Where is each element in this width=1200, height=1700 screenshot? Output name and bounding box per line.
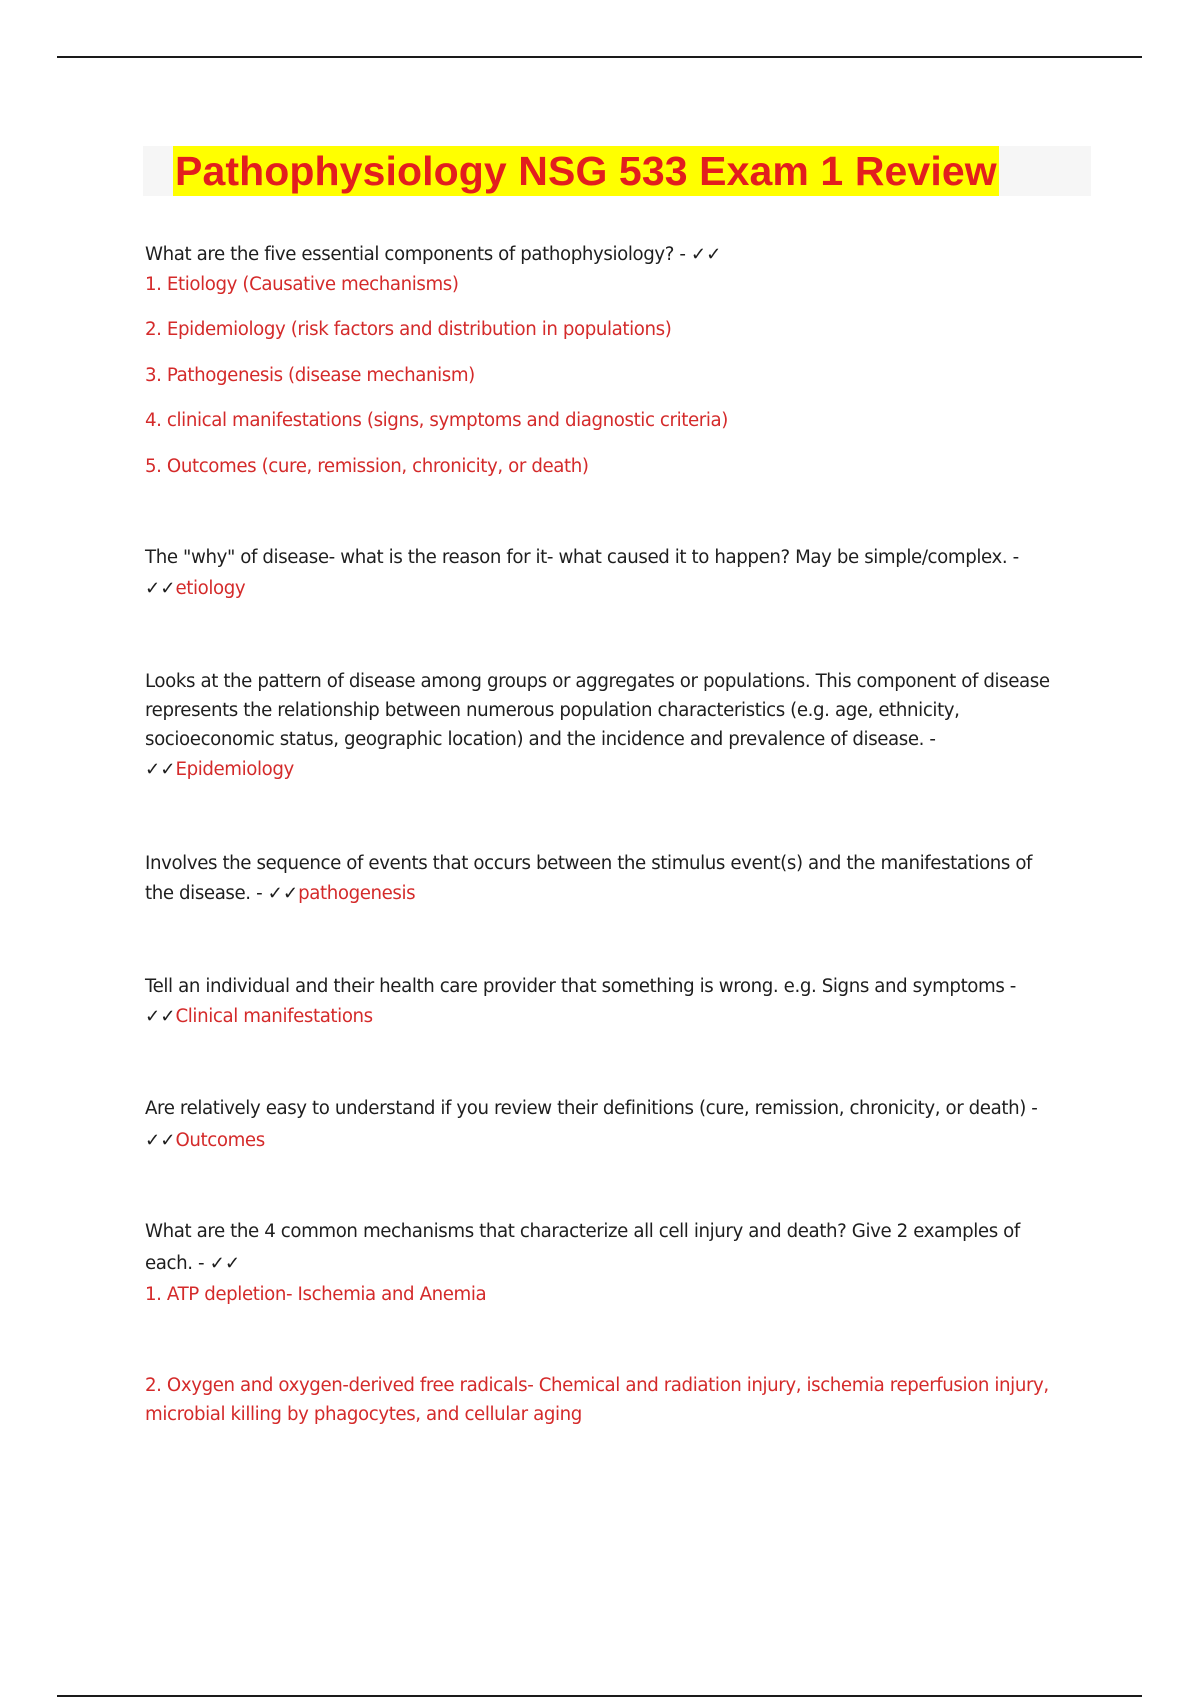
double-check-icon: ✓✓ [145,1130,176,1151]
double-check-icon: ✓✓ [145,1006,176,1027]
question-line: represents the relationship between numerous population characteristics (e.g. age, ethnicity, [145,700,960,721]
question-line: socioeconomic status, geographic location) and the incidence and prevalence of disease. - [145,729,936,750]
answer-line: ✓✓Outcomes [145,1130,265,1151]
answer-line: 1. ATP depletion- Ischemia and Anemia [145,1284,487,1305]
question-line: Involves the sequence of events that occurs between the stimulus event(s) and the manifestations of [145,853,1033,874]
answer-line: 2. Epidemiology (risk factors and distribution in populations) [145,319,672,340]
question-line: What are the 4 common mechanisms that characterize all cell injury and death? Give 2 examples of [145,1221,1020,1242]
answer-line: ✓✓etiology [145,578,246,599]
page-title: Pathophysiology NSG 533 Exam 1 Review [175,148,997,194]
bottom-rule [57,1695,1142,1697]
question-line: Tell an individual and their health care provider that something is wrong. e.g. Signs and symptoms - [145,976,1016,997]
top-rule [57,56,1142,58]
answer-line: ✓✓Clinical manifestations [145,1006,373,1027]
answer-line: 3. Pathogenesis (disease mechanism) [145,365,475,386]
question-line: the disease. - ✓✓pathogenesis [145,883,416,904]
double-check-icon: ✓✓ [690,244,722,265]
answer-line: 4. clinical manifestations (signs, symptoms and diagnostic criteria) [145,410,728,431]
double-check-icon: ✓✓ [145,759,176,780]
answer-line: 1. Etiology (Causative mechanisms) [145,274,459,295]
answer-line: microbial killing by phagocytes, and cellular aging [145,1404,582,1425]
question-line: each. - ✓✓ [145,1253,241,1274]
double-check-icon: ✓✓ [145,578,176,599]
question-line: Are relatively easy to understand if you review their definitions (cure, remission, chronicity, or death) - [145,1098,1038,1119]
question-line: Looks at the pattern of disease among groups or aggregates or populations. This component of disease [145,671,1050,692]
question-line: The "why" of disease- what is the reason for it- what caused it to happen? May be simple/complex. - [145,547,1019,568]
answer-line: 2. Oxygen and oxygen-derived free radicals- Chemical and radiation injury, ischemia reperfusion injury, [145,1375,1049,1396]
double-check-icon: ✓✓ [267,883,299,904]
double-check-icon: ✓✓ [209,1253,241,1274]
question-line: What are the five essential components of pathophysiology? - ✓✓ [145,244,722,265]
answer-line: 5. Outcomes (cure, remission, chronicity, or death) [145,456,589,477]
answer-line: ✓✓Epidemiology [145,759,294,780]
